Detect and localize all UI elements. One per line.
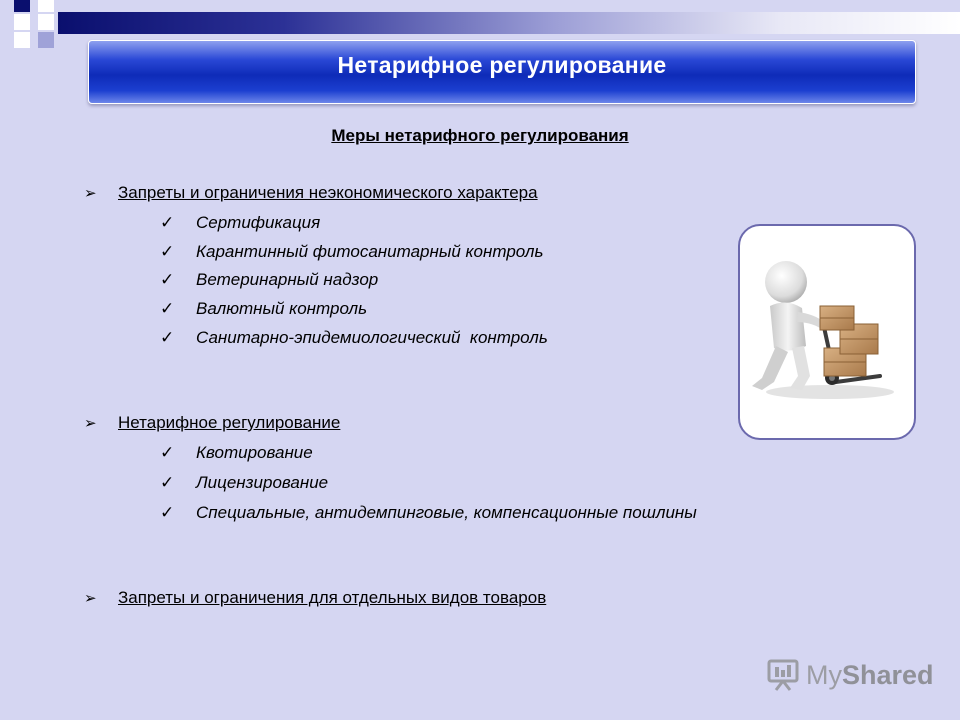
illustration-frame bbox=[738, 224, 916, 440]
list-item-label: Лицензирование bbox=[196, 473, 329, 492]
presentation-icon bbox=[766, 658, 800, 692]
watermark-prefix: My bbox=[806, 659, 842, 690]
decor-square bbox=[14, 0, 30, 12]
slide-subtitle: Меры нетарифного регулирования bbox=[331, 126, 629, 145]
checkmark-icon: ✓ bbox=[160, 443, 175, 462]
list-item-label: Валютный контроль bbox=[196, 299, 368, 318]
myshared-watermark bbox=[766, 656, 934, 694]
list-item bbox=[160, 213, 320, 233]
decor-square bbox=[38, 0, 54, 12]
section-heading-label: Запреты и ограничения для отдельных видов товаров bbox=[118, 588, 547, 607]
list-item bbox=[160, 328, 548, 348]
decor-square bbox=[14, 14, 30, 30]
list-item-label: Сертификация bbox=[196, 213, 321, 232]
section-heading bbox=[84, 183, 538, 203]
list-item-label: Карантинный фитосанитарный контроль bbox=[196, 242, 544, 261]
list-item bbox=[160, 242, 543, 262]
watermark-suffix: Shared bbox=[842, 659, 934, 690]
checkmark-icon: ✓ bbox=[160, 328, 175, 347]
list-item bbox=[160, 503, 697, 523]
checkmark-icon: ✓ bbox=[160, 299, 175, 318]
slide-title: Нетарифное регулирование bbox=[337, 51, 667, 78]
section-heading bbox=[84, 588, 546, 608]
checkmark-icon: ✓ bbox=[160, 270, 175, 289]
checkmark-icon: ✓ bbox=[160, 503, 175, 522]
watermark-text bbox=[806, 660, 934, 691]
arrow-bullet-icon: ➢ bbox=[84, 185, 97, 202]
list-item-label: Квотирование bbox=[196, 443, 313, 462]
section-heading-label: Запреты и ограничения неэкономического характера bbox=[118, 183, 538, 202]
title-banner bbox=[88, 40, 916, 104]
decor-square bbox=[38, 14, 54, 30]
arrow-bullet-icon: ➢ bbox=[84, 590, 97, 607]
section-heading bbox=[84, 413, 340, 433]
arrow-bullet-icon: ➢ bbox=[84, 415, 97, 432]
section-heading-label: Нетарифное регулирование bbox=[118, 413, 341, 432]
list-item bbox=[160, 473, 328, 493]
list-item-label: Специальные, антидемпинговые, компенсационные пошлины bbox=[196, 503, 697, 522]
list-item-label: Ветеринарный надзор bbox=[196, 270, 379, 289]
checkmark-icon: ✓ bbox=[160, 213, 175, 232]
decor-square bbox=[38, 32, 54, 48]
decor-square bbox=[14, 32, 30, 48]
list-item-label: Санитарно-эпидемиологический контроль bbox=[196, 328, 548, 347]
checkmark-icon: ✓ bbox=[160, 242, 175, 261]
list-item bbox=[160, 443, 313, 463]
person-hand-truck-illustration bbox=[740, 226, 914, 438]
list-item bbox=[160, 270, 378, 290]
list-item bbox=[160, 299, 367, 319]
header-gradient-bar bbox=[58, 12, 960, 34]
checkmark-icon: ✓ bbox=[160, 473, 175, 492]
